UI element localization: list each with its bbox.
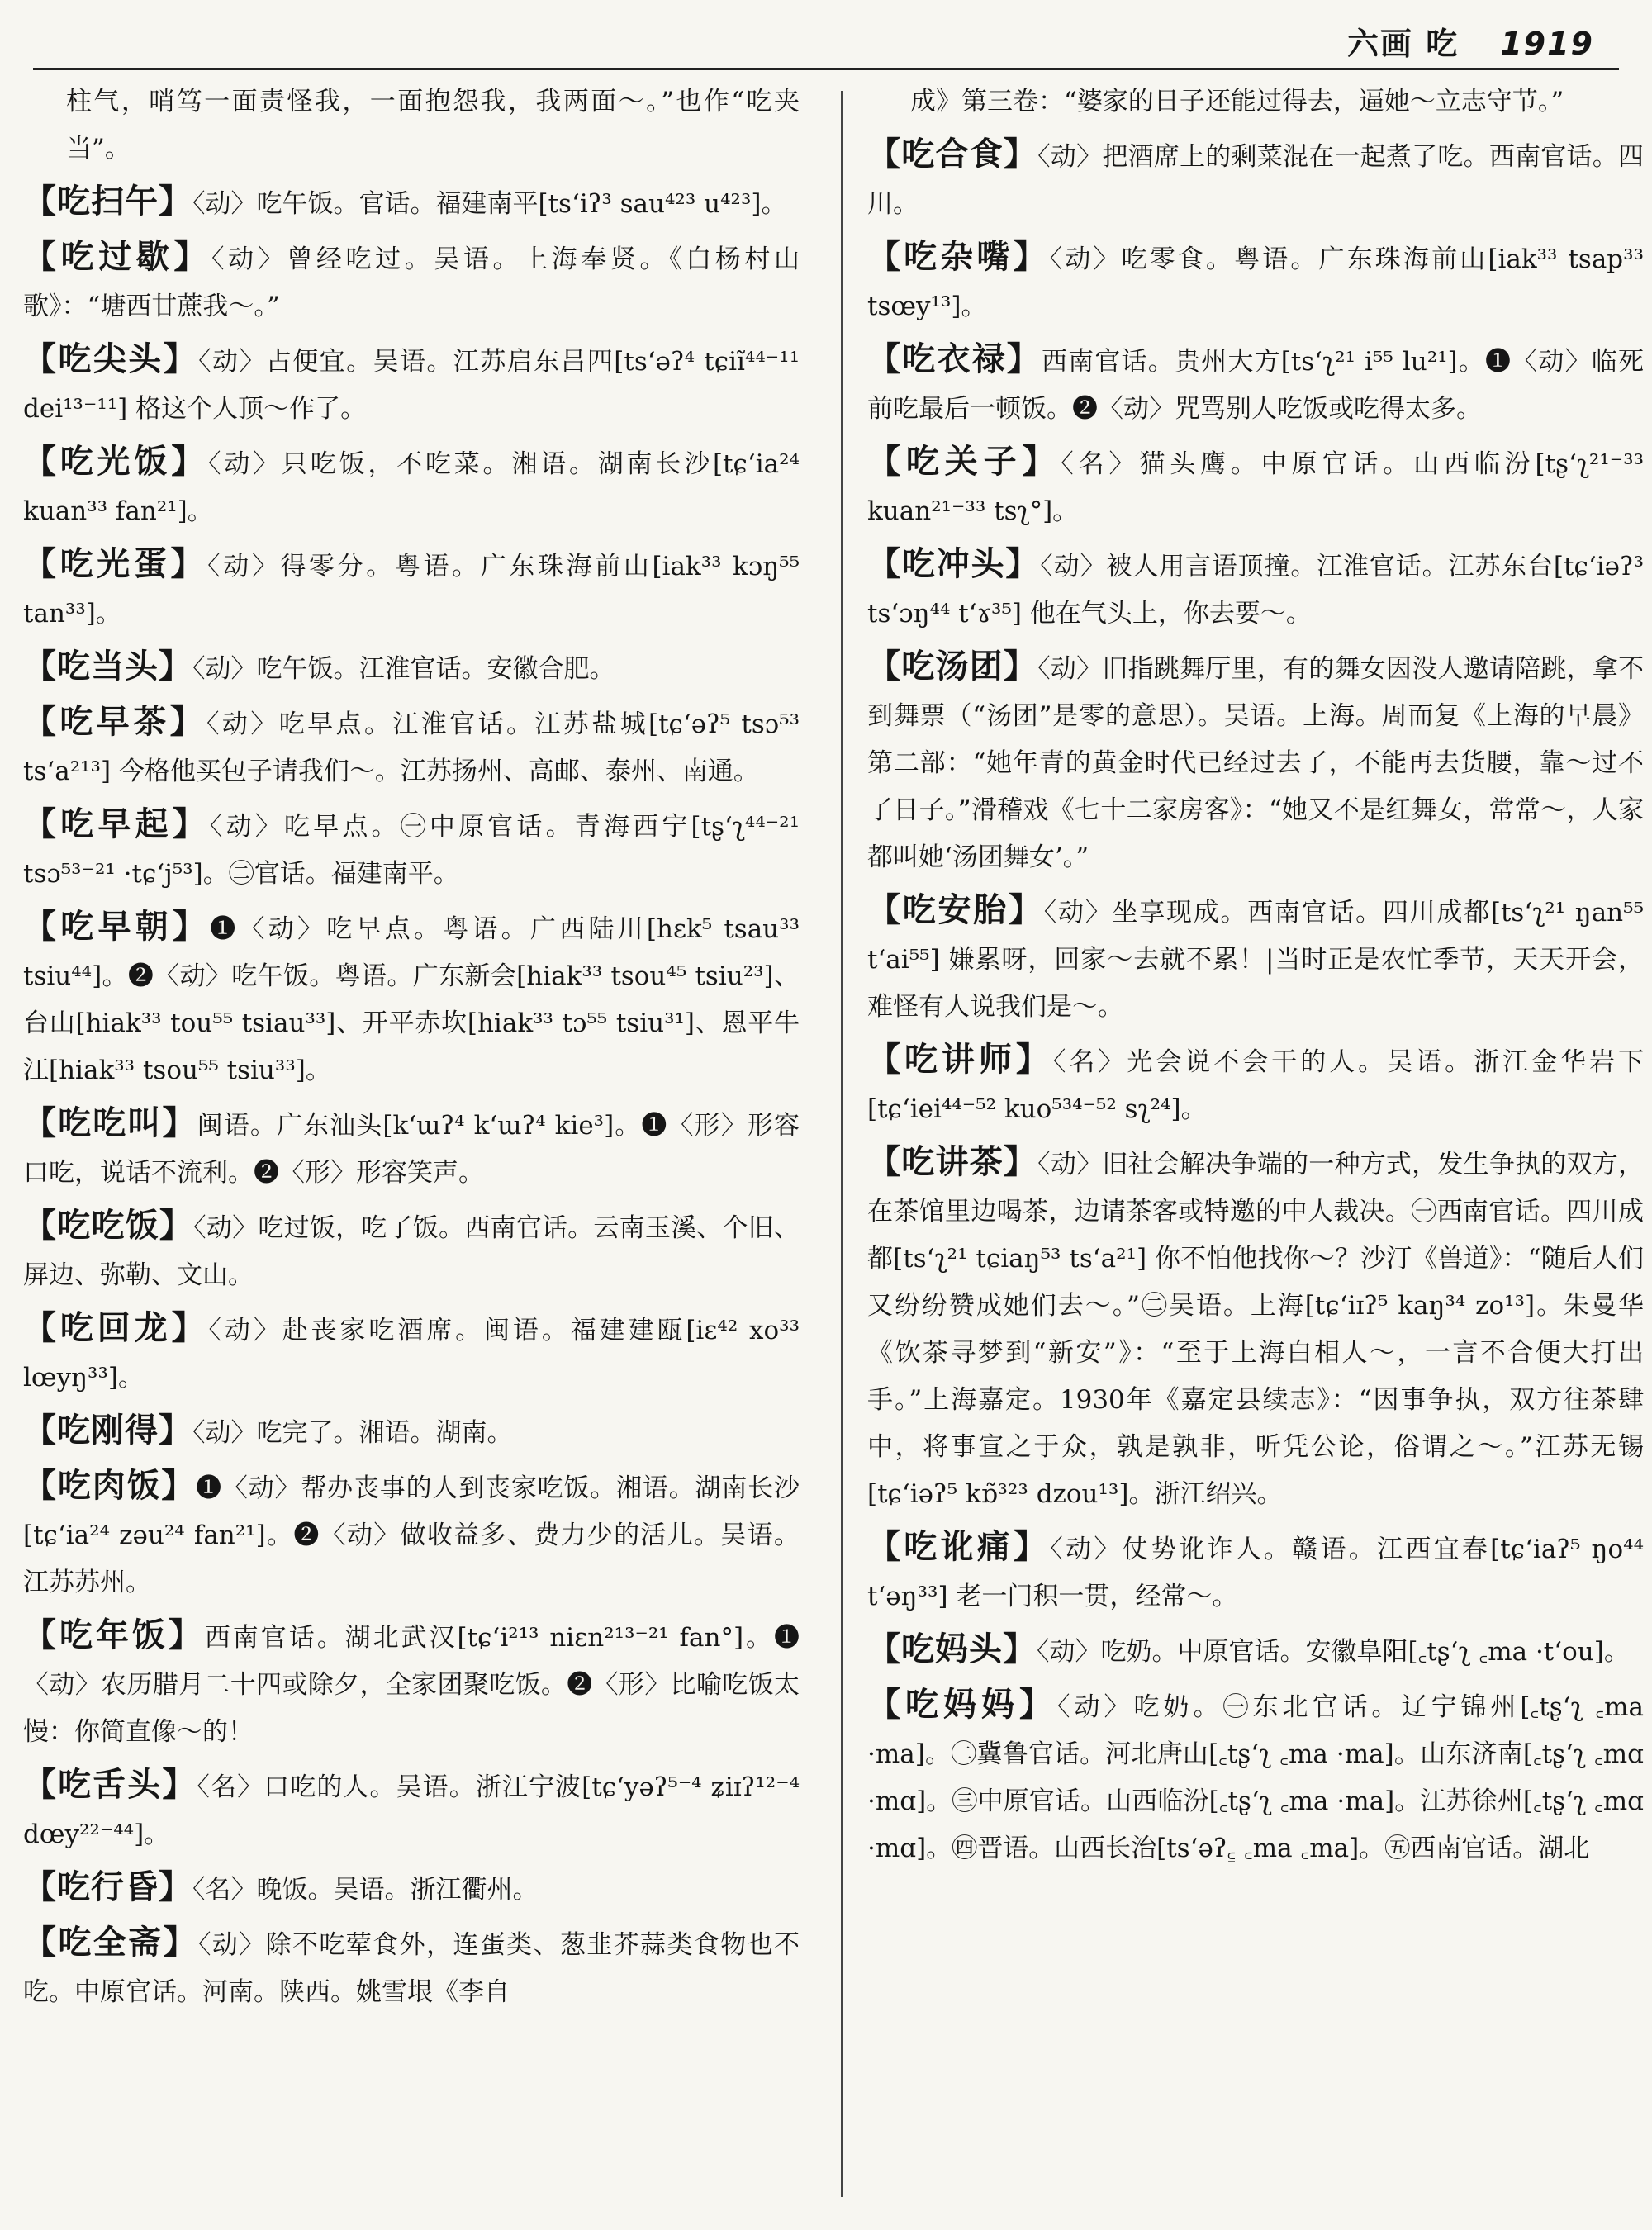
entry-definition: 〈动〉吃完了。湘语。湖南。 bbox=[192, 1418, 513, 1448]
dictionary-entry bbox=[867, 886, 1644, 1031]
dictionary-entry bbox=[867, 233, 1644, 330]
dictionary-entry bbox=[23, 335, 800, 433]
entry-headword: 【吃回龙】 bbox=[23, 1308, 209, 1347]
entry-headword: 【吃早起】 bbox=[23, 804, 210, 843]
entry-headword: 【吃讲师】 bbox=[867, 1040, 1053, 1079]
entry-definition: 〈动〉吃奶。中原官话。安徽阜阳[꜀tʂʻʅ ꜀ma ·tʻou]。 bbox=[1037, 1637, 1630, 1667]
entry-headword: 【吃光蛋】 bbox=[23, 544, 208, 583]
entry-continuation bbox=[867, 78, 1644, 126]
dictionary-entry bbox=[23, 1304, 800, 1402]
entry-headword: 【吃早茶】 bbox=[23, 702, 207, 741]
dictionary-entry bbox=[23, 643, 800, 693]
dictionary-entry bbox=[23, 1611, 800, 1756]
entry-definition: 〈名〉光会说不会干的人。吴语。浙江金华岩下[tɕʻiei⁴⁴⁻⁵² kuo⁵³⁴⁻⁵² sʅ²⁴]。 bbox=[867, 1047, 1645, 1124]
page-header bbox=[1347, 18, 1594, 64]
entry-definition: 〈动〉旧指跳舞厅里，有的舞女因没人邀请陪跳，拿不到舞票（“汤团”是零的意思）。吴语。上海。周而复《上海的早晨》第二部：“她年青的黄金时代已经过去了，不能再去货腰，靠～过不了日子。”滑稽戏《七十二家房客》：“她又不是红舞女，常常～，人家都叫她‘汤团舞女’。” bbox=[867, 654, 1645, 872]
entry-definition: 〈动〉坐享现成。西南官话。四川成都[tsʻʅ²¹ ŋan⁵⁵ tʻai⁵⁵] 嫌累呀，回家～去就不累！|当时正是农忙季节，天天开会，难怪有人说我们是～。 bbox=[867, 898, 1645, 1022]
entry-headword: 【吃行昏】 bbox=[23, 1867, 192, 1906]
dictionary-entry bbox=[23, 1099, 800, 1197]
dictionary-entry bbox=[23, 540, 800, 638]
dictionary-entry bbox=[867, 335, 1644, 433]
entry-definition: 〈动〉旧社会解决争端的一种方式，发生争执的双方，在茶馆里边喝茶，边请茶客或特邀的中人裁决。㊀西南官话。四川成都[tsʻʅ²¹ tɕiaŋ⁵³ tsʻa²¹] 你不怕他找你～？沙汀《兽道》：“随后人们又纷纷赞成她们去～。”㊁吴语。上海[tɕʻiɪʔ⁵ kaŋ³⁴ zo¹³]。朱曼华《饮茶寻梦到“新安”》：“至于上海白相人～，一言不合便大打出手。”上海嘉定。1930年《嘉定县续志》：“因事争执，双方往茶肆中，将事宣之于众，孰是孰非，听凭公论，俗谓之～。”江苏无锡[tɕʻiəʔ⁵ kɒ̃³²³ dzou¹³]。浙江绍兴。 bbox=[867, 1150, 1645, 1509]
left-column bbox=[23, 78, 800, 2021]
entry-definition: 〈动〉占便宜。吴语。江苏启东吕四[tsʻəʔ⁴ tɕiĩ⁴⁴⁻¹¹ dei¹³⁻¹¹] 格这个人顶～作了。 bbox=[23, 347, 800, 424]
entry-definition: 〈动〉赴丧家吃酒席。闽语。福建建瓯[iɛ⁴² xo³³ lœyŋ³³]。 bbox=[23, 1316, 800, 1393]
entry-definition: ❶〈动〉吃早点。粤语。广西陆川[hɛk⁵ tsau³³ tsiu⁴⁴]。❷〈动〉吃午饭。粤语。广东新会[hiak³³ tsou⁴⁵ tsiu²³]、台山[hiak³³ tou⁵⁵ tsiau³³]、开平赤坎[hiak³³ tɔ⁵⁵ tsiu³¹]、恩平牛江[hiak³³ tsou⁵⁵ tsiu³³]。 bbox=[23, 914, 800, 1085]
entry-headword: 【吃肉饭】 bbox=[23, 1466, 197, 1505]
entry-headword: 【吃妈妈】 bbox=[867, 1685, 1057, 1724]
entry-headword: 【吃合食】 bbox=[867, 135, 1038, 173]
dictionary-entry bbox=[23, 1462, 800, 1606]
entry-headword: 【吃刚得】 bbox=[23, 1411, 192, 1450]
header-rule bbox=[33, 68, 1619, 70]
entry-definition: 闽语。广东汕头[kʻɯʔ⁴ kʻɯʔ⁴ kie³]。❶〈形〉形容口吃，说话不流利。❷〈形〉形容笑声。 bbox=[23, 1111, 800, 1188]
entry-definition: 西南官话。贵州大方[tsʻʅ²¹ i⁵⁵ lu²¹]。❶〈动〉临死前吃最后一顿饭。❷〈动〉咒骂别人吃饭或吃得太多。 bbox=[867, 347, 1644, 424]
dictionary-entry bbox=[23, 233, 800, 330]
entry-definition: 〈名〉口吃的人。吴语。浙江宁波[tɕʻyəʔ⁵⁻⁴ ʑiɪʔ¹²⁻⁴ dœy²²⁻⁴⁴]。 bbox=[23, 1772, 800, 1849]
right-column bbox=[867, 78, 1644, 1877]
dictionary-entry bbox=[867, 1625, 1644, 1676]
dictionary-entry bbox=[23, 800, 800, 898]
entry-definition: 〈动〉吃过饭，吃了饭。西南官话。云南玉溪、个旧、屏边、弥勒、文山。 bbox=[23, 1213, 800, 1290]
entry-definition: 〈动〉被人用言语顶撞。江淮官话。江苏东台[tɕʻiəʔ³ tsʻɔŋ⁴⁴ tʻɤ³⁵] 他在气头上，你去要～。 bbox=[867, 552, 1645, 629]
entry-definition: 〈名〉猫头鹰。中原官话。山西临汾[tʂʻʅ²¹⁻³³ kuan²¹⁻³³ tsʅ°]。 bbox=[867, 449, 1644, 526]
entry-headword: 【吃安胎】 bbox=[867, 890, 1044, 929]
entry-headword: 【吃冲头】 bbox=[867, 544, 1041, 583]
entry-definition: 〈动〉吃奶。㊀东北官话。辽宁锦州[꜀tʂʻʅ ꜀ma ·ma]。㊁冀鲁官话。河北唐山[꜀tʂʻʅ ꜀ma ·ma]。山东济南[꜀tʂʻʅ ꜀mɑ ·mɑ]。㊂中原官话。山西临汾[꜀tʂʻʅ ꜀ma ·ma]。江苏徐州[꜀tʂʻʅ ꜀mɑ ·mɑ]。㊃晋语。山西长治[tsʻəʔ꜁ ꜀ma ꜀ma]。㊄西南官话。湖北 bbox=[867, 1692, 1644, 1863]
entry-headword: 【吃早朝】 bbox=[23, 907, 211, 946]
entry-headword: 【吃汤团】 bbox=[867, 647, 1038, 686]
entry-definition: 〈名〉晚饭。吴语。浙江衢州。 bbox=[192, 1875, 539, 1905]
column-divider bbox=[841, 91, 843, 2197]
section-title: 六画 吃 bbox=[1347, 26, 1460, 62]
dictionary-entry bbox=[23, 1919, 800, 2016]
entry-headword: 【吃尖头】 bbox=[23, 339, 199, 378]
dictionary-entry bbox=[23, 1863, 800, 1914]
entry-headword: 【吃杂嘴】 bbox=[867, 237, 1050, 276]
dictionary-entry bbox=[867, 1681, 1644, 1872]
entry-headword: 【吃舌头】 bbox=[23, 1765, 197, 1804]
entry-definition: 柱气，哨笃一面责怪我，一面抱怨我，我两面～。”也作“吃夹当”。 bbox=[66, 87, 800, 164]
entry-headword: 【吃讲茶】 bbox=[867, 1142, 1038, 1181]
entry-headword: 【吃吃饭】 bbox=[23, 1206, 194, 1245]
entry-headword: 【吃关子】 bbox=[867, 442, 1061, 481]
entry-definition: 〈动〉得零分。粤语。广东珠海前山[iak³³ kɔŋ⁵⁵ tan³³]。 bbox=[23, 552, 800, 629]
entry-definition: 西南官话。湖北武汉[tɕʻi²¹³ niɛn²¹³⁻²¹ fan°]。❶〈动〉农历腊月二十四或除夕，全家团聚吃饭。❷〈形〉比喻吃饭太慢：你简直像～的！ bbox=[23, 1623, 800, 1747]
entry-definition: 〈动〉曾经吃过。吴语。上海奉贤。《白杨村山歌》：“塘西甘蔗我～。” bbox=[23, 244, 800, 321]
entry-definition: 〈动〉吃零食。粤语。广东珠海前山[iak³³ tsap³³ tsœy¹³]。 bbox=[867, 244, 1645, 321]
entry-headword: 【吃妈头】 bbox=[867, 1630, 1037, 1668]
entry-headword: 【吃讹痛】 bbox=[867, 1527, 1051, 1566]
entry-definition: 〈动〉吃午饭。官话。福建南平[tsʻiʔ³ sau⁴²³ u⁴²³]。 bbox=[192, 189, 787, 219]
entry-definition: 〈动〉吃早点。㊀中原官话。青海西宁[tʂʻʅ⁴⁴⁻²¹ tsɔ⁵³⁻²¹ ·tɕʻj⁵³]。㊁官话。福建南平。 bbox=[23, 812, 800, 889]
entry-definition: 〈动〉除不吃荤食外，连蛋类、葱韭芥蒜类食物也不吃。中原官话。河南。陕西。姚雪垠《李自 bbox=[23, 1930, 800, 2007]
dictionary-entry bbox=[23, 1761, 800, 1858]
entry-definition: ❶〈动〉帮办丧事的人到丧家吃饭。湘语。湖南长沙[tɕʻia²⁴ zəu²⁴ fan²¹]。❷〈动〉做收益多、费力少的活儿。吴语。江苏苏州。 bbox=[23, 1473, 800, 1597]
entry-definition: 〈动〉吃早点。江淮官话。江苏盐城[tɕʻəʔ⁵ tsɔ⁵³ tsʻa²¹³] 今格他买包子请我们～。江苏扬州、高邮、泰州、南通。 bbox=[23, 709, 800, 786]
dictionary-entry bbox=[867, 1138, 1644, 1518]
entry-continuation bbox=[23, 78, 800, 173]
dictionary-entry bbox=[23, 178, 800, 228]
entry-headword: 【吃吃叫】 bbox=[23, 1103, 197, 1142]
entry-headword: 【吃光饭】 bbox=[23, 442, 209, 481]
entry-headword: 【吃全斋】 bbox=[23, 1923, 198, 1962]
dictionary-entry bbox=[867, 1036, 1644, 1133]
dictionary-entry bbox=[23, 903, 800, 1094]
entry-definition: 〈动〉把酒席上的剩菜混在一起煮了吃。西南官话。四川。 bbox=[867, 142, 1645, 219]
entry-definition: 成》第三卷：“婆家的日子还能过得去，逼她～立志守节。” bbox=[910, 87, 1564, 116]
dictionary-entry bbox=[867, 438, 1644, 535]
entry-definition: 〈动〉仗势讹诈人。赣语。江西宜春[tɕʻiaʔ⁵ ŋo⁴⁴ tʻəŋ³³] 老一门积一贯，经常～。 bbox=[867, 1535, 1644, 1611]
dictionary-entry bbox=[867, 1523, 1644, 1620]
dictionary-entry bbox=[867, 130, 1644, 228]
entry-headword: 【吃过歇】 bbox=[23, 237, 211, 276]
entry-headword: 【吃衣禄】 bbox=[867, 339, 1042, 378]
page-number: 1919 bbox=[1500, 26, 1594, 62]
entry-headword: 【吃扫午】 bbox=[23, 182, 192, 221]
dictionary-entry bbox=[23, 1407, 800, 1457]
dictionary-entry bbox=[867, 540, 1644, 638]
dictionary-entry bbox=[23, 698, 800, 795]
entry-headword: 【吃年饭】 bbox=[23, 1616, 205, 1654]
entry-headword: 【吃当头】 bbox=[23, 647, 192, 686]
entry-definition: 〈动〉只吃饭，不吃菜。湘语。湖南长沙[tɕʻia²⁴ kuan³³ fan²¹]。 bbox=[23, 449, 800, 526]
dictionary-entry bbox=[23, 1202, 800, 1299]
dictionary-entry bbox=[23, 438, 800, 535]
entry-definition: 〈动〉吃午饭。江淮官话。安徽合肥。 bbox=[192, 654, 615, 684]
dictionary-entry bbox=[867, 643, 1644, 881]
